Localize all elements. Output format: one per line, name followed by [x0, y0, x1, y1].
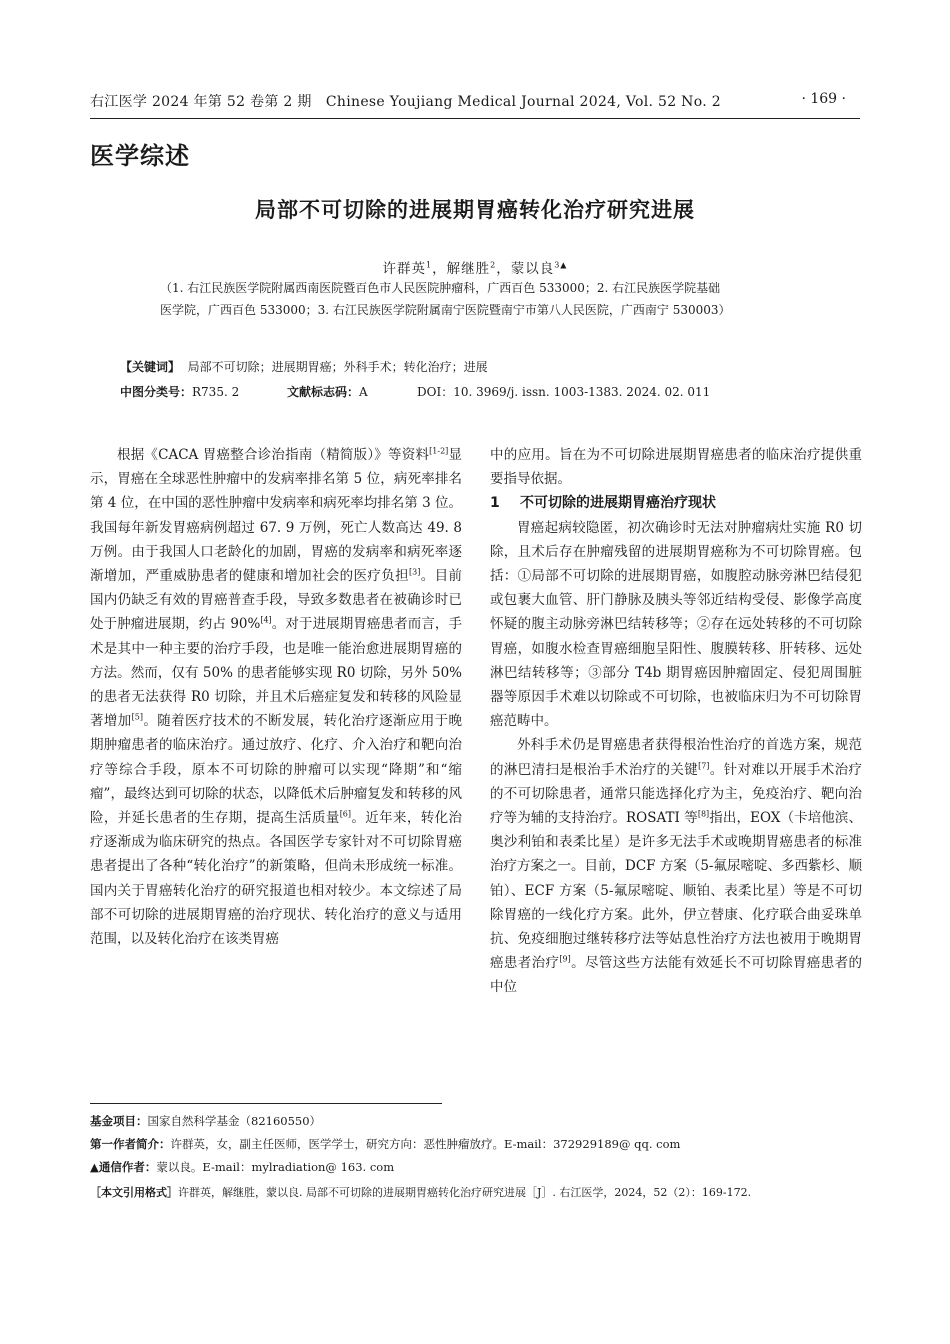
citation-ref: [7]: [698, 761, 710, 771]
clc-code: 中图分类号：R735. 2: [120, 385, 240, 399]
citation-format-note: ［本文引用格式］许群英，解继胜，蒙以良. 局部不可切除的进展期胃癌转化治疗研究进展［J］. 右江医学，2024，52（2）：169-172.: [90, 1186, 752, 1199]
funding-note: 基金项目：国家自然科学基金（82160550）: [90, 1114, 322, 1128]
journal-citation: 右江医学 2024 年第 52 卷第 2 期 Chinese Youjiang Medical Journal 2024, Vol. 52 No. 2: [90, 94, 721, 110]
author-name: 蒙以良: [510, 261, 555, 277]
body-paragraph: 根据《CACA 胃癌整合诊治指南（精简版）》等资料[1-2]显示，胃癌在全球恶性肿瘤中的发病率排名第 5 位，病死率排名第 4 位，在中国的恶性肿瘤中发病率和病死率均排名第 3 位。我国每年新发胃癌病例超过 67. 9 万例，死亡人数高达 49. 8 万例。由于我国人口老龄化的加剧，胃癌的发病率和病死率逐渐增加，严重威胁患者的健康和增加社会的医疗负担[3]。目前国内仍缺乏有效的胃癌普查手段，导致多数患者在被确诊时已处于肿瘤进展期，约占 90%[4]。对于进展期胃癌患者而言，手术是其中一种主要的治疗手段，也是唯一能治愈进展期胃癌的方法。然而，仅有 50% 的患者能够实现 R0 切除，另外 50% 的患者无法获得 R0 切除，并且术后癌症复发和转移的风险显著增加[5]。随着医疗技术的不断发展，转化治疗逐渐应用于晚期肿瘤患者的临床治疗。通过放疗、化疗、介入治疗和靶向治疗等综合手段，原本不可切除的肿瘤可以实现“降期”和“缩瘤”，最终达到可切除的状态，以降低术后肿瘤复发和转移的风险，并延长患者的生存期，提高生活质量[6]。近年来，转化治疗逐渐成为临床研究的热点。各国医学专家针对不可切除胃癌患者提出了各种“转化治疗”的新策略，但尚未形成统一标准。国内关于胃癌转化治疗的研究报道也相对较少。本文综述了局部不可切除的进展期胃癌的治疗现状、转化治疗的意义与适用范围，以及转化治疗在该类胃癌: [90, 446, 463, 948]
citation-ref: [6]: [339, 809, 352, 819]
author-name: 解继胜: [446, 261, 491, 277]
article-title: 局部不可切除的进展期胃癌转化治疗研究进展: [255, 198, 695, 222]
classification-line: [120, 383, 840, 403]
body-paragraph: 中的应用。旨在为不可切除进展期胃癌患者的临床治疗提供重要指导依据。: [490, 447, 862, 488]
body-column-left: [90, 443, 462, 951]
author-name: 许群英: [382, 261, 427, 277]
section-heading: 1 不可切除的进展期胃癌治疗现状: [490, 495, 716, 512]
citation-ref: [4]: [260, 615, 272, 625]
first-author-note: 第一作者简介：许群英，女，副主任医师，医学学士，研究方向：恶性肿瘤放疗。E-mail：372929189@ qq. com: [90, 1137, 681, 1151]
author-list: 许群英$^1$，解继胜$^2$，蒙以良$^{3▲}$: [382, 260, 568, 277]
citation-ref: [1-2]: [429, 446, 449, 456]
citation-ref: [3]: [409, 567, 421, 577]
section-label: 医学综述: [90, 142, 190, 170]
body-paragraph: 胃癌起病较隐匿，初次确诊时无法对肿瘤病灶实施 R0 切除，且术后存在肿瘤残留的进展期胃癌称为不可切除胃癌。包括：①局部不可切除的进展期胃癌，如腹腔动脉旁淋巴结侵犯或包裹大血管、肝门静脉及胰头等邻近结构受侵、影像学高度怀疑的腹主动脉旁淋巴结转移等；②存在远处转移的不可切除胃癌，如腹水检查胃癌细胞呈阳性、腹膜转移、肝转移、远处淋巴结转移等；③部分 T4b 期胃癌因肿瘤固定、侵犯周围脏器等原因手术难以切除或不可切除，也被临床归为不可切除胃癌范畴中。: [490, 519, 862, 730]
running-header: [90, 91, 860, 113]
corresponding-author-note: ▲通信作者：蒙以良。E-mail：mylradiation@ 163. com: [90, 1160, 395, 1174]
body-paragraph: 外科手术仍是胃癌患者获得根治性治疗的首选方案，规范的淋巴清扫是根治手术治疗的关键[7]。针对难以开展手术治疗的不可切除患者，通常只能选择化疗为主，免疫治疗、靶向治疗等为辅的支持治疗。ROSATI 等[8]指出，EOX（卡培他滨、奥沙利铂和表柔比星）是许多无法手术或晚期胃癌患者的标准治疗方案之一。目前，DCF 方案（5-氟尿嘧啶、多西紫杉、顺铂）、ECF 方案（5-氟尿嘧啶、顺铂、表柔比星）等是不可切除胃癌的一线化疗方案。此外，伊立替康、化疗联合曲妥珠单抗、免疫细胞过继转移疗法等姑息性治疗方法也被用于晚期胃癌患者治疗[9]。尽管这些方法能有效延长不可切除胃癌患者的中位: [490, 737, 863, 996]
citation-ref: [8]: [697, 809, 710, 819]
page-number: · 169 ·: [801, 91, 846, 107]
footnote-divider: [90, 1103, 442, 1104]
header-divider: [90, 118, 860, 119]
citation-ref: [5]: [131, 712, 143, 722]
affiliation-line: （1. 右江民族医学院附属西南医院暨百色市人民医院肿瘤科，广西百色 533000；2. 右江民族医学院基础: [160, 281, 721, 295]
body-column-right: [490, 443, 862, 1000]
doi: DOI：10. 3969/j. issn. 1003-1383. 2024. 02. 011: [417, 385, 711, 399]
citation-ref: [9]: [559, 954, 571, 964]
affiliation-line: 医学院，广西百色 533000；3. 右江民族医学院附属南宁医院暨南宁市第八人民医院，广西南宁 530003）: [160, 303, 731, 317]
document-code: 文献标志码：A: [287, 385, 368, 399]
keywords: 【关键词】 局部不可切除；进展期胃癌；外科手术；转化治疗；进展: [120, 360, 488, 374]
